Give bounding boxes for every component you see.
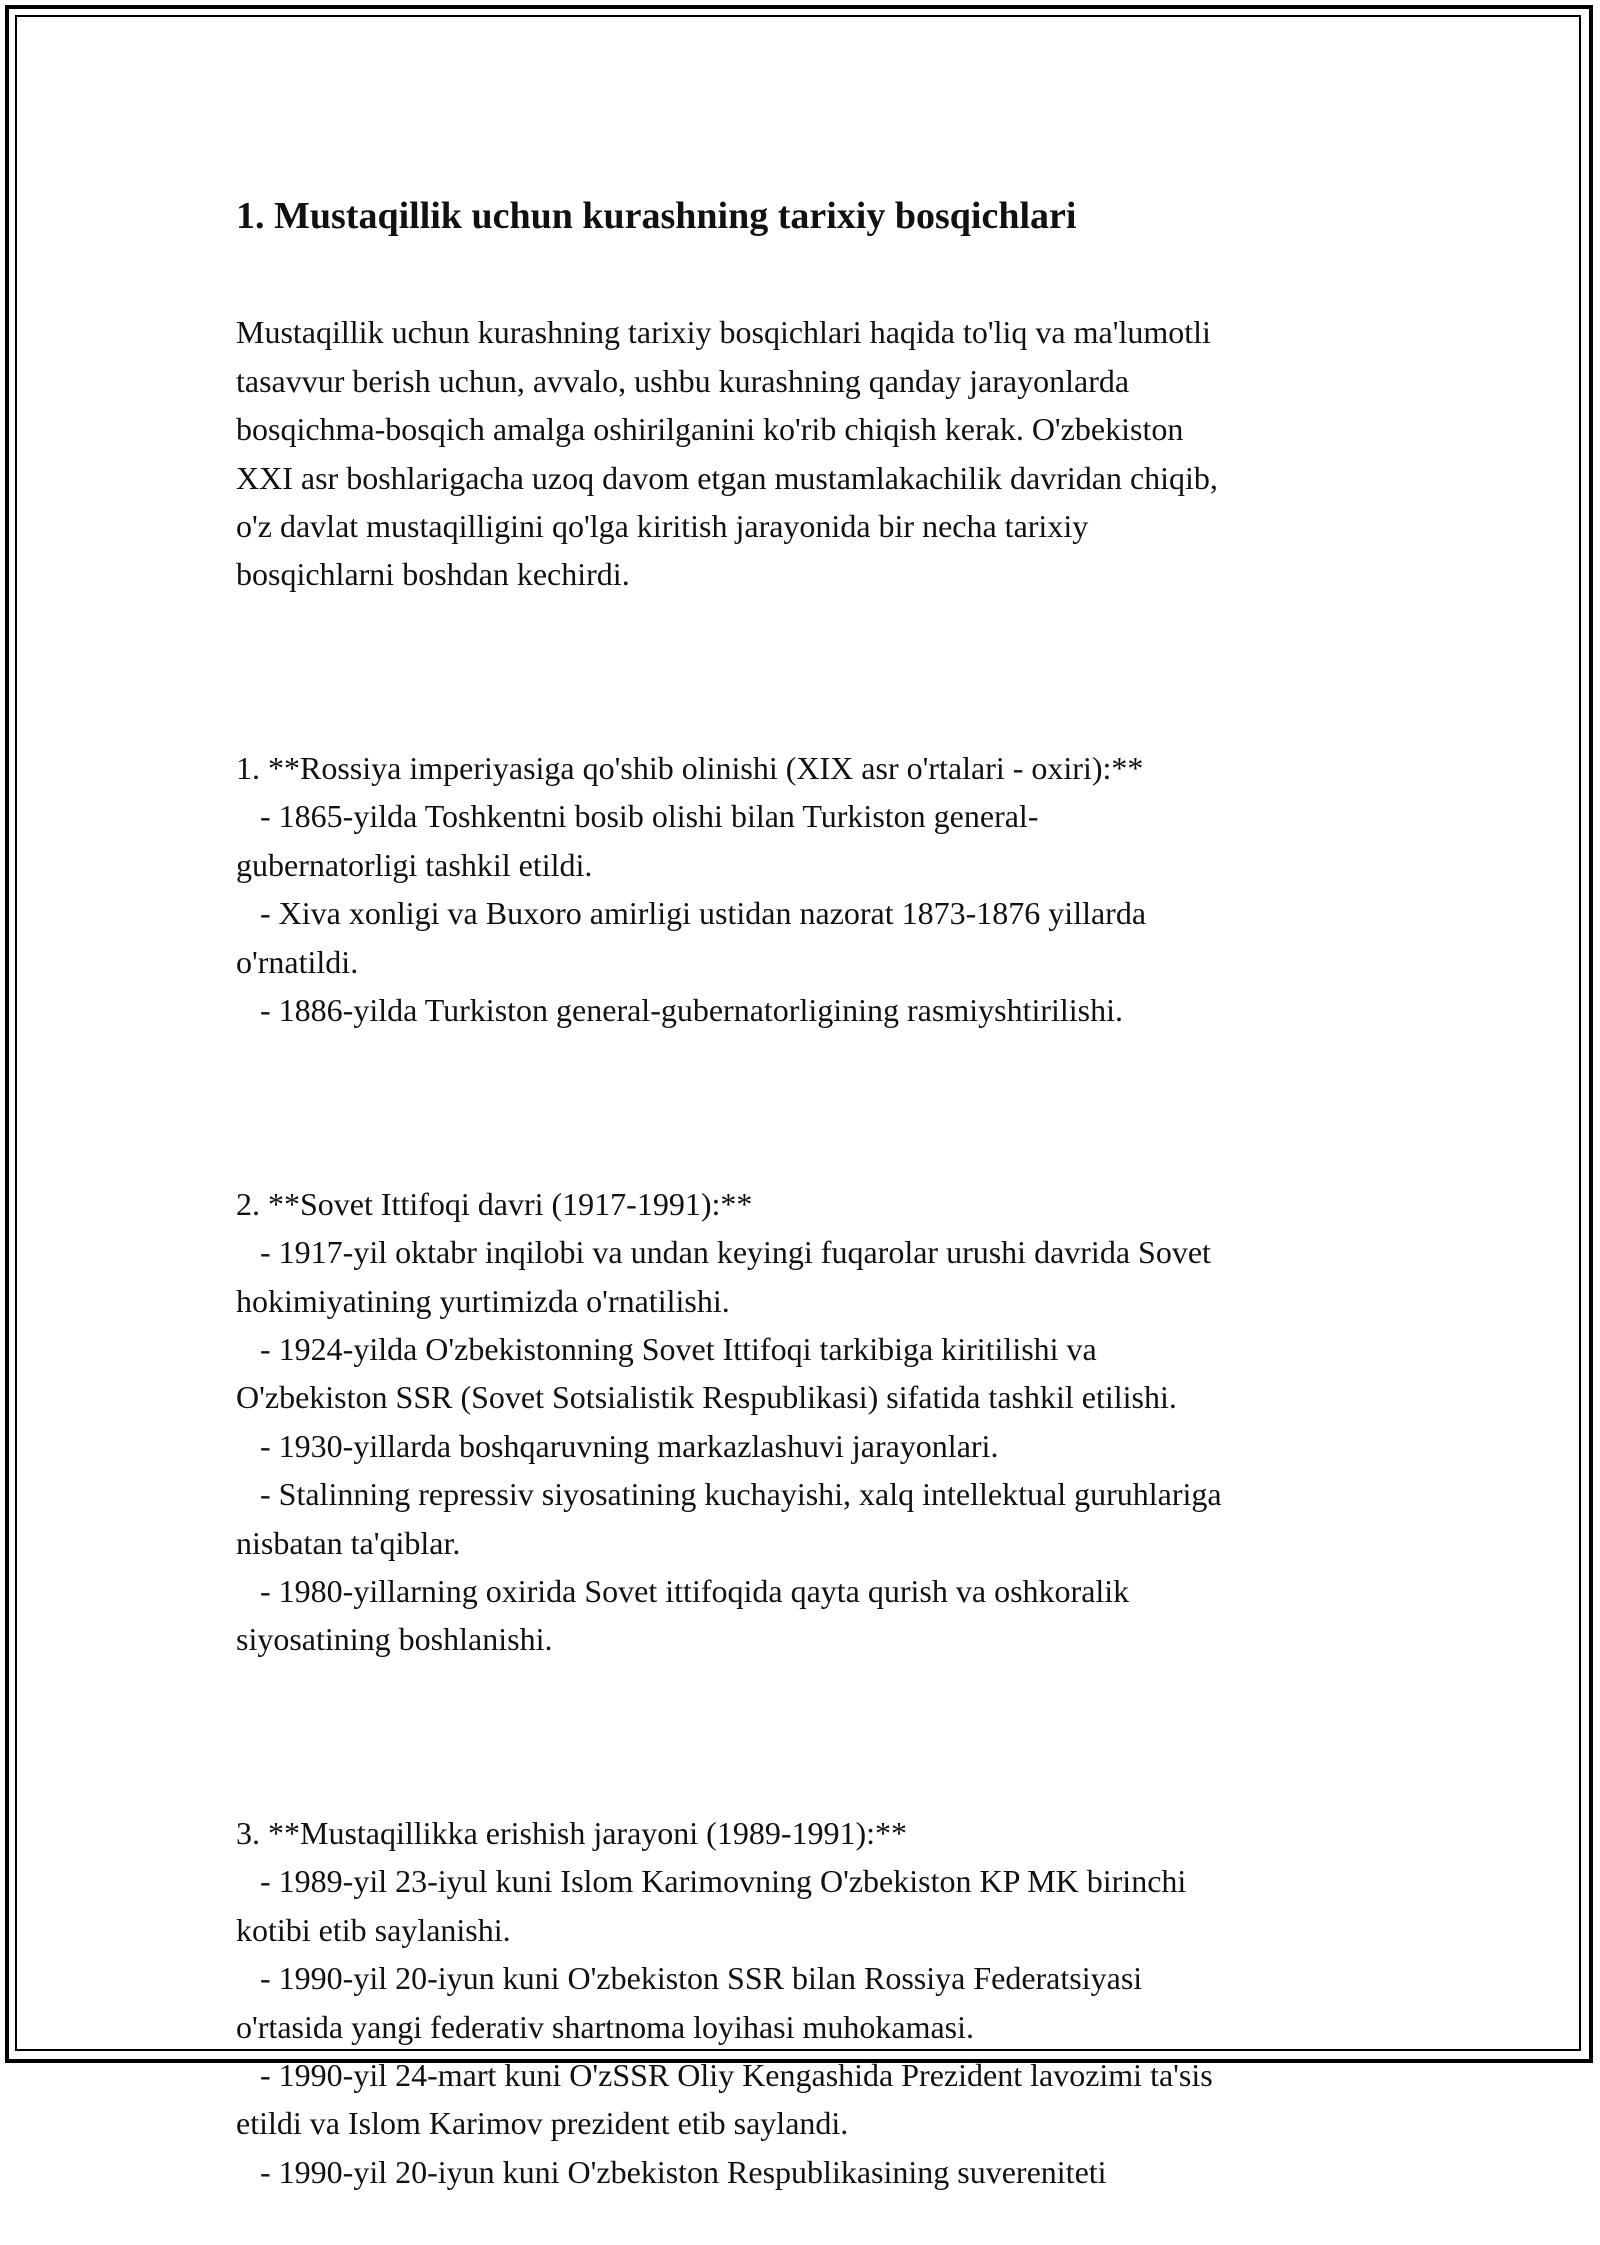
intro-paragraph: Mustaqillik uchun kurashning tarixiy bosqichlari haqida to'liq va ma'lumotli tasavvur berish uchun, avvalo, ushbu kurashning qanday jarayonlarda bosqichma-bosqich amalga oshirilganini ko'rib chiqish kerak. O'zbekiston XXI asr boshlarigacha uzoq davom etgan mustamlakachilik davridan chiqib, o'z davlat mustaqilligini qo'lga kiritish jarayonida bir necha tarixiy bosqichlarni boshdan kechirdi. [236, 314, 1218, 593]
document-title: 1. Mustaqillik uchun kurashning tarixiy bosqichlari [236, 195, 1077, 237]
section-1-russian-empire: 1. **Rossiya imperiyasiga qo'shib olinishi (XIX asr o'rtalari - oxiri):** - 1865-yilda Toshkentni bosib olishi bilan Turkiston general- gubernatorligi tashkil etildi. - Xiva xonligi va Buxoro amirligi ustidan nazorat 1873-1876 yillarda o'rnatildi. - 1886-yilda Turkiston general-gubernatorligining rasmiyshtirilishi. [236, 750, 1147, 1029]
section-2-soviet-period: 2. **Sovet Ittifoqi davri (1917-1991):** - 1917-yil oktabr inqilobi va undan keyingi fuqarolar urushi davrida Sovet hokimiyatining yurtimizda o'rnatilishi. - 1924-yilda O'zbekistonning Sovet Ittifoqi tarkibiga kiritilishi va O'zbekiston SSR (Sovet Sotsialistik Respublikasi) sifatida tashkil etilishi. - 1930-yillarda boshqaruvning markazlashuvi jarayonlari. - Stalinning repressiv siyosatining kuchayishi, xalq intellektual guruhlariga nisbatan ta'qiblar. - 1980-yillarning oxirida Sovet ittifoqida qayta qurish va oshkoralik siyosatining boshlanishi. [236, 1185, 1222, 1658]
paragraph-gap [236, 647, 1386, 695]
document-text [236, 260, 1386, 2245]
paragraph-gap [236, 1712, 1386, 1760]
document-body [236, 188, 1386, 2245]
paragraph-gap [236, 1083, 1386, 1131]
section-3-independence-process: 3. **Mustaqillikka erishish jarayoni (1989-1991):** - 1989-yil 23-iyul kuni Islom Karimovning O'zbekiston KP MK birinchi kotibi etib saylanishi. - 1990-yil 20-iyun kuni O'zbekiston SSR bilan Rossiya Federatsiyasi o'rtasida yangi federativ shartnoma loyihasi muhokamasi. - 1990-yil 24-mart kuni O'zSSR Oliy Kengashida Prezident lavozimi ta'sis etildi va Islom Karimov prezident etib saylandi. - 1990-yil 20-iyun kuni O'zbekiston Respublikasining suvereniteti [236, 1814, 1213, 2190]
